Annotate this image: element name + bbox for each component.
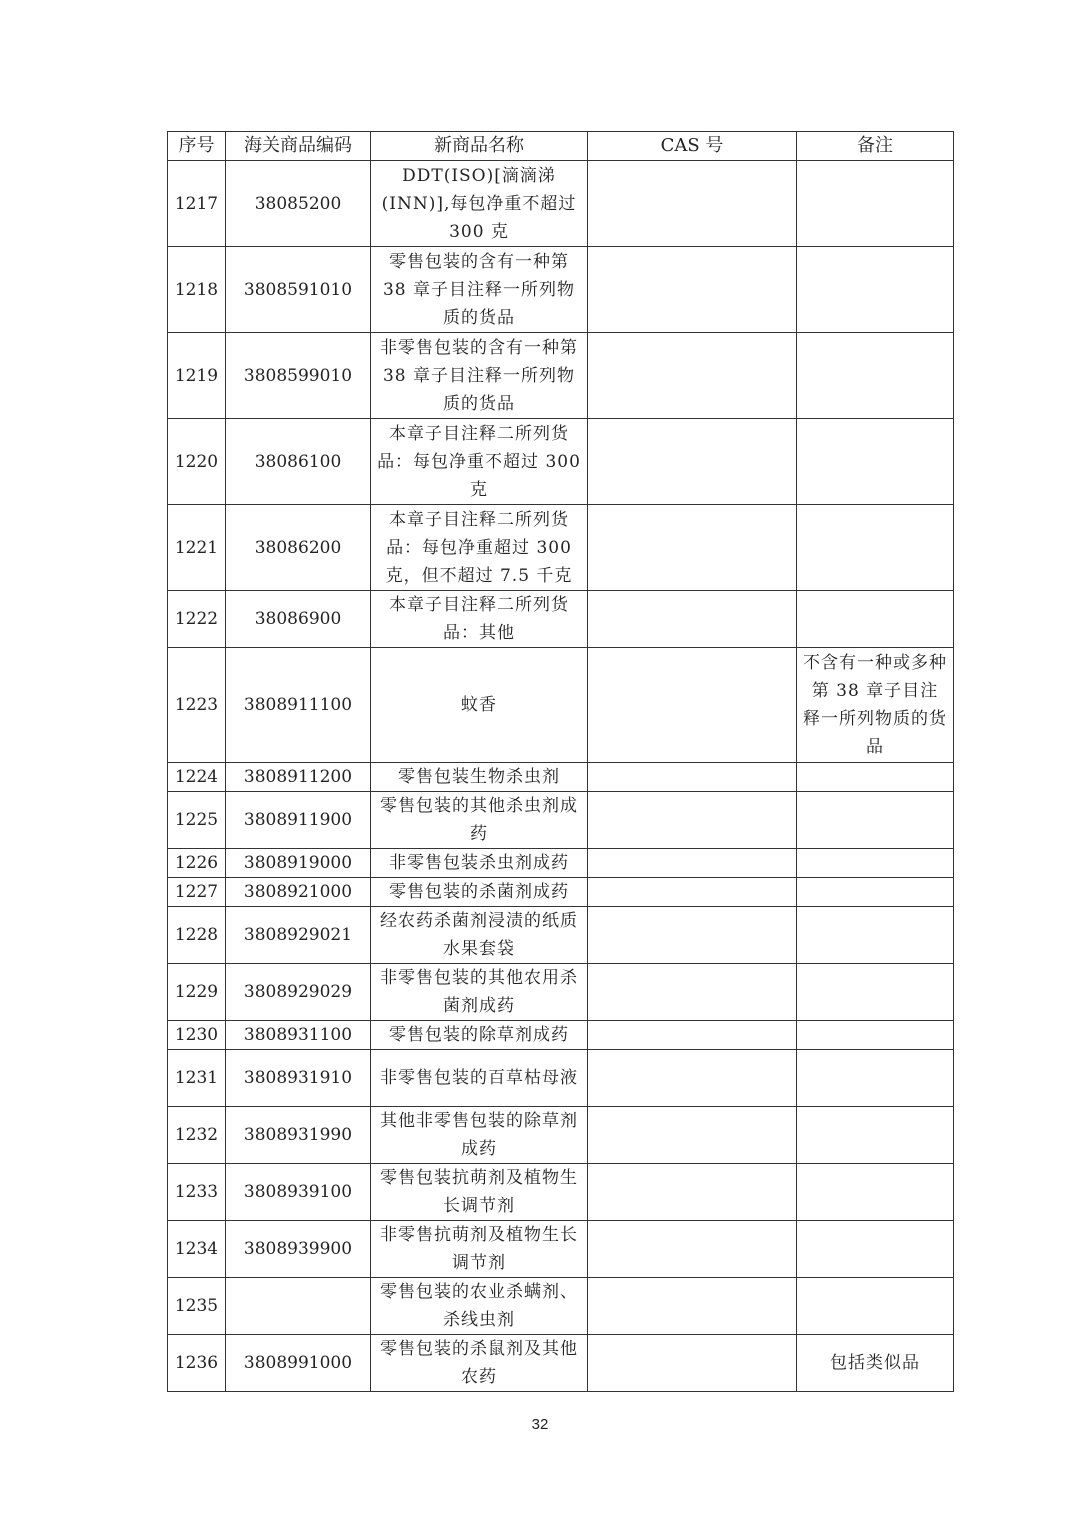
table-row [168, 1021, 954, 1050]
cell-serial: 1219 [168, 333, 226, 419]
cell-serial: 1225 [168, 792, 226, 849]
cell-note [797, 1278, 954, 1335]
cell-cas [588, 1021, 797, 1050]
cell-note [797, 792, 954, 849]
table-header-row [168, 132, 954, 161]
table-row [168, 1221, 954, 1278]
table-row [168, 964, 954, 1021]
cell-name: 零售包装的杀鼠剂及其他农药 [371, 1335, 588, 1392]
cell-note [797, 763, 954, 792]
cell-code: 3808931100 [226, 1021, 371, 1050]
cell-serial: 1230 [168, 1021, 226, 1050]
table-row [168, 161, 954, 247]
cell-code: 3808919000 [226, 849, 371, 878]
cell-note [797, 591, 954, 648]
cell-note: 包括类似品 [797, 1335, 954, 1392]
table-row [168, 907, 954, 964]
cell-note [797, 849, 954, 878]
table-row [168, 505, 954, 591]
cell-note [797, 964, 954, 1021]
cell-note [797, 1107, 954, 1164]
cell-cas [588, 1164, 797, 1221]
cell-cas [588, 792, 797, 849]
cell-name: DDT(ISO)[滴滴涕(INN)],每包净重不超过 300 克 [371, 161, 588, 247]
cell-note [797, 505, 954, 591]
cell-cas [588, 333, 797, 419]
cell-cas [588, 1278, 797, 1335]
cell-name: 非零售抗萌剂及植物生长调节剂 [371, 1221, 588, 1278]
cell-cas [588, 591, 797, 648]
cell-serial: 1231 [168, 1050, 226, 1107]
cell-cas [588, 878, 797, 907]
cell-note [797, 333, 954, 419]
cell-serial: 1222 [168, 591, 226, 648]
cell-note [797, 1021, 954, 1050]
cell-cas [588, 849, 797, 878]
cell-serial: 1226 [168, 849, 226, 878]
cell-code: 3808991000 [226, 1335, 371, 1392]
cell-serial: 1224 [168, 763, 226, 792]
cell-serial: 1227 [168, 878, 226, 907]
cell-name: 零售包装的其他杀虫剂成药 [371, 792, 588, 849]
cell-name: 本章子目注释二所列货品：每包净重不超过 300 克 [371, 419, 588, 505]
page-number: 32 [531, 1416, 549, 1433]
cell-code: 3808911100 [226, 648, 371, 763]
cell-cas [588, 419, 797, 505]
cell-cas [588, 247, 797, 333]
cell-cas [588, 763, 797, 792]
cell-serial: 1220 [168, 419, 226, 505]
cell-name: 其他非零售包装的除草剂成药 [371, 1107, 588, 1164]
cell-note [797, 1164, 954, 1221]
cell-cas [588, 1335, 797, 1392]
cell-cas [588, 907, 797, 964]
cell-cas [588, 648, 797, 763]
cell-serial: 1228 [168, 907, 226, 964]
cell-name: 零售包装的除草剂成药 [371, 1021, 588, 1050]
table-row [168, 792, 954, 849]
cell-code: 3808939100 [226, 1164, 371, 1221]
cell-name: 蚊香 [371, 648, 588, 763]
table-row [168, 1050, 954, 1107]
cell-cas [588, 1050, 797, 1107]
cell-code: 3808939900 [226, 1221, 371, 1278]
table-row [168, 648, 954, 763]
table-row [168, 1335, 954, 1392]
cell-name: 本章子目注释二所列货品：其他 [371, 591, 588, 648]
cell-name: 零售包装的含有一种第 38 章子目注释一所列物质的货品 [371, 247, 588, 333]
cell-note [797, 419, 954, 505]
cell-serial: 1232 [168, 1107, 226, 1164]
cell-code: 38085200 [226, 161, 371, 247]
cell-serial: 1229 [168, 964, 226, 1021]
table-row [168, 333, 954, 419]
header-name: 新商品名称 [371, 132, 588, 161]
cell-cas [588, 1107, 797, 1164]
cell-code: 3808921000 [226, 878, 371, 907]
cell-code: 38086100 [226, 419, 371, 505]
cell-cas [588, 964, 797, 1021]
cell-note [797, 1050, 954, 1107]
table-row [168, 419, 954, 505]
table-row [168, 1164, 954, 1221]
cell-serial: 1221 [168, 505, 226, 591]
table-row [168, 591, 954, 648]
header-note: 备注 [797, 132, 954, 161]
cell-code: 38086200 [226, 505, 371, 591]
cell-code: 3808931990 [226, 1107, 371, 1164]
table-row [168, 763, 954, 792]
cell-cas [588, 505, 797, 591]
cell-name: 零售包装抗萌剂及植物生长调节剂 [371, 1164, 588, 1221]
header-cas: CAS 号 [588, 132, 797, 161]
cell-note [797, 878, 954, 907]
cell-name: 非零售包装的其他农用杀菌剂成药 [371, 964, 588, 1021]
table-row [168, 247, 954, 333]
cell-name: 经农药杀菌剂浸渍的纸质水果套袋 [371, 907, 588, 964]
cell-serial: 1233 [168, 1164, 226, 1221]
cell-code [226, 1278, 371, 1335]
cell-code: 3808929021 [226, 907, 371, 964]
goods-table [167, 131, 954, 1392]
table-row [168, 878, 954, 907]
cell-note [797, 907, 954, 964]
cell-name: 非零售包装的含有一种第 38 章子目注释一所列物质的货品 [371, 333, 588, 419]
cell-note [797, 161, 954, 247]
cell-serial: 1217 [168, 161, 226, 247]
cell-note [797, 1221, 954, 1278]
cell-cas [588, 161, 797, 247]
cell-code: 3808599010 [226, 333, 371, 419]
cell-name: 本章子目注释二所列货品：每包净重超过 300 克，但不超过 7.5 千克 [371, 505, 588, 591]
header-serial: 序号 [168, 132, 226, 161]
cell-serial: 1218 [168, 247, 226, 333]
cell-code: 38086900 [226, 591, 371, 648]
cell-code: 3808911200 [226, 763, 371, 792]
header-code: 海关商品编码 [226, 132, 371, 161]
cell-note: 不含有一种或多种第 38 章子目注释一所列物质的货品 [797, 648, 954, 763]
table-row [168, 849, 954, 878]
cell-serial: 1235 [168, 1278, 226, 1335]
cell-name: 零售包装的杀菌剂成药 [371, 878, 588, 907]
cell-code: 3808911900 [226, 792, 371, 849]
cell-code: 3808929029 [226, 964, 371, 1021]
table-row [168, 1278, 954, 1335]
table-row [168, 1107, 954, 1164]
cell-serial: 1223 [168, 648, 226, 763]
cell-serial: 1234 [168, 1221, 226, 1278]
cell-name: 非零售包装的百草枯母液 [371, 1050, 588, 1107]
cell-name: 零售包装的农业杀螨剂、杀线虫剂 [371, 1278, 588, 1335]
cell-note [797, 247, 954, 333]
cell-code: 3808591010 [226, 247, 371, 333]
cell-name: 非零售包装杀虫剂成药 [371, 849, 588, 878]
cell-name: 零售包装生物杀虫剂 [371, 763, 588, 792]
cell-serial: 1236 [168, 1335, 226, 1392]
cell-code: 3808931910 [226, 1050, 371, 1107]
cell-cas [588, 1221, 797, 1278]
